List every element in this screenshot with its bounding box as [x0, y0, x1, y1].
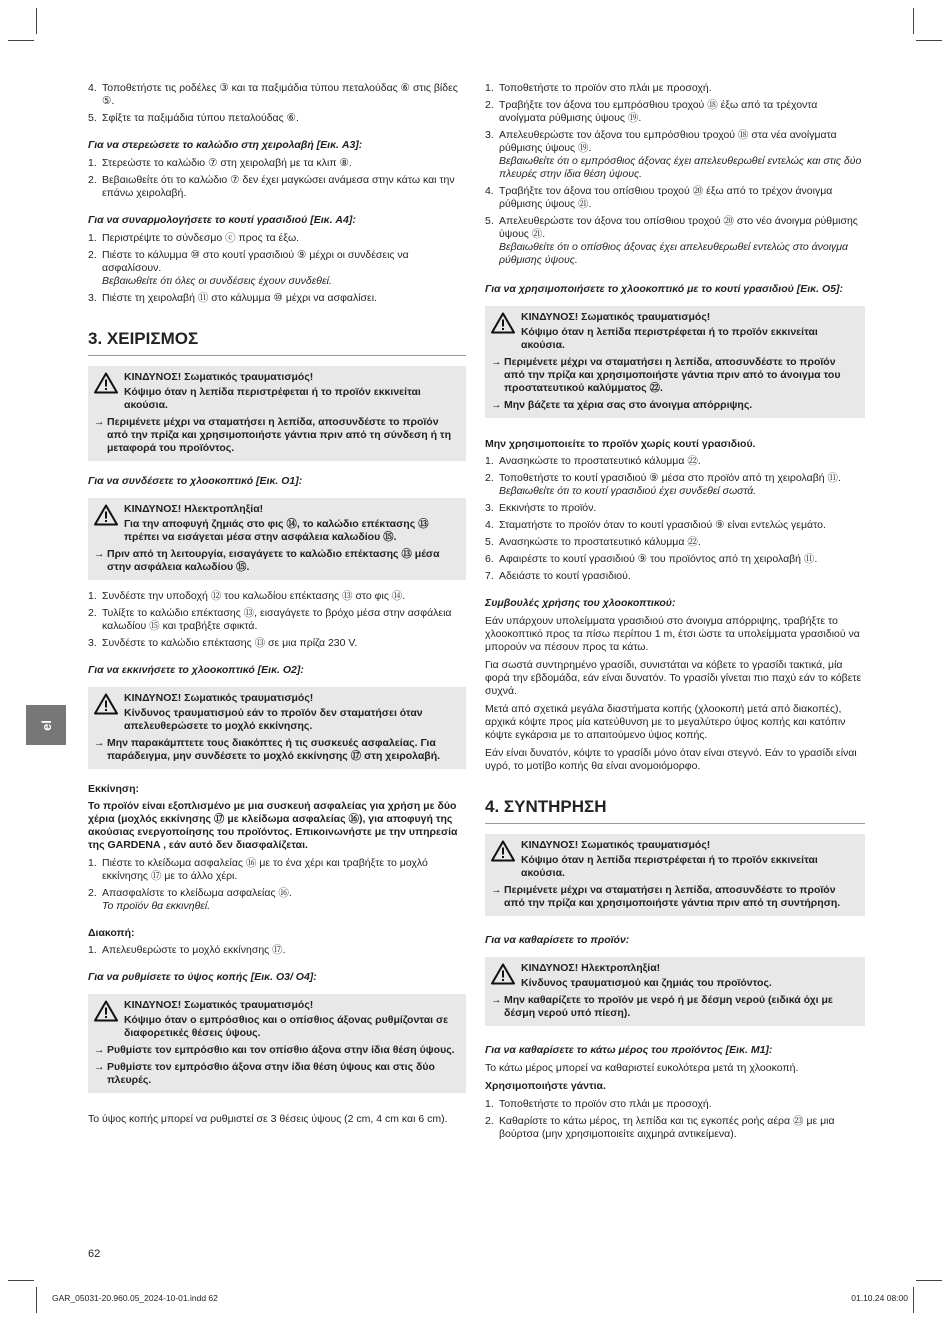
- list-main-text: Βεβαιωθείτε ότι το καλώδιο ⑦ δεν έχει μαγκώσει ανάμεσα στην κάτω και την επάνω χειρολαβή.: [102, 174, 455, 199]
- list-text: [499, 519, 865, 532]
- list-number: 6.: [485, 553, 494, 565]
- warning-title: ΚΙΝΔΥΝΟΣ! Σωματικός τραυματισμός!: [521, 839, 711, 851]
- list-item: [88, 887, 466, 913]
- tip-paragraph: Εάν είναι δυνατόν, κόψτε το γρασίδι μόνο όταν είναι στεγνό. Εάν το γρασίδι είναι υγρό, το μοτίβο κοπής θα είναι ανομοιόμορφο.: [485, 747, 857, 772]
- list-text: [499, 472, 865, 498]
- warning-header: [94, 503, 460, 544]
- list-number: 5.: [485, 536, 494, 548]
- list-main-text: Σφίξτε τα παξιμάδια τύπου πεταλούδας ⑥.: [102, 112, 299, 124]
- list-note: Βεβαιωθείτε ότι όλες οι συνδέσεις έχουν συνδεθεί.: [102, 275, 332, 287]
- warning-triangle-icon: [94, 999, 124, 1040]
- warning-title: ΚΙΝΔΥΝΟΣ! Σωματικός τραυματισμός!: [521, 311, 711, 323]
- list-item: [485, 82, 865, 95]
- list-main-text: Περιστρέψτε το σύνδεσμο ⓒ προς τα έξω.: [102, 232, 300, 244]
- list-main-text: Στερεώστε το καλώδιο ⑦ στη χειρολαβή με τα κλιπ ⑧.: [102, 157, 352, 169]
- warning-triangle-icon: [94, 503, 124, 544]
- list-note: Βεβαιωθείτε ότι ο οπίσθιος άξονας έχει απελευθερωθεί εντελώς στο άνοιγμα ρύθμισης ύψους.: [499, 241, 849, 266]
- connect-section-title: Για να συνδέσετε το χλοοκοπτικό [Εικ. O1]:: [88, 475, 303, 487]
- warning-instruction: [94, 1061, 460, 1087]
- danger-warning-box: [88, 687, 466, 769]
- list-text: [499, 570, 865, 583]
- list-number: 7.: [485, 570, 494, 582]
- list-item: [88, 292, 466, 305]
- list-item: [88, 82, 466, 108]
- tips-section-title: Συμβουλές χρήσης του χλοοκοπτικού:: [485, 597, 676, 609]
- list-number: 3.: [88, 637, 97, 649]
- warning-instruction: [94, 1044, 460, 1057]
- list-text: [499, 82, 865, 95]
- arrow-right-icon: →: [491, 994, 502, 1006]
- list-number: 3.: [88, 292, 97, 304]
- list-number: 1.: [88, 232, 97, 244]
- list-number: 1.: [88, 857, 97, 869]
- list-main-text: Αδειάστε το κουτί γρασιδιού.: [499, 570, 631, 582]
- list-text: [499, 129, 865, 181]
- height-paragraph: Το ύψος κοπής μπορεί να ρυθμιστεί σε 3 θέσεις ύψους (2 cm, 4 cm και 6 cm).: [88, 1113, 448, 1125]
- arrow-right-icon: →: [94, 737, 105, 749]
- danger-warning-box: [485, 306, 865, 418]
- list-number: 5.: [485, 215, 494, 227]
- list-item: [485, 185, 865, 211]
- list-item: [88, 112, 466, 125]
- warning-header: [491, 962, 859, 990]
- list-item: [485, 455, 865, 468]
- warning-triangle-icon: [491, 962, 521, 990]
- warning-instruction: [491, 356, 859, 395]
- footer-date: 01.10.24 08:00: [851, 1293, 908, 1303]
- stop-subheading: Διακοπή:: [88, 927, 135, 939]
- list-text: [499, 502, 865, 515]
- height-section-title: Για να ρυθμίσετε το ύψος κοπής [Εικ. O3/ O4]:: [88, 971, 317, 983]
- list-note: Το προϊόν θα εκκινηθεί.: [102, 900, 211, 912]
- list-item: [88, 232, 466, 245]
- list-main-text: Απελευθερώστε τον άξονα του οπίσθιου τροχού ⑳ στο νέο άνοιγμα ρύθμισης ύψους ㉑.: [499, 215, 858, 240]
- crop-mark: [913, 8, 914, 34]
- crop-mark: [36, 1287, 37, 1313]
- list-text: [102, 157, 466, 170]
- list-text: [102, 249, 466, 288]
- list-main-text: Ανασηκώστε το προστατευτικό κάλυμμα ㉒.: [499, 536, 701, 548]
- list-main-text: Συνδέστε την υποδοχή ⑫ του καλωδίου επέκτασης ⑬ στο φις ⑭.: [102, 590, 406, 602]
- list-item: [485, 1115, 865, 1141]
- warning-description: Κίνδυνος τραυματισμού και ζημιάς του προϊόντος.: [521, 977, 772, 989]
- start-subheading: Εκκίνηση:: [88, 783, 139, 795]
- list-number: 2.: [88, 887, 97, 899]
- warning-description: Κόψιμο όταν η λεπίδα περιστρέφεται ή το προϊόν εκκινείται ακούσια.: [521, 854, 818, 879]
- crop-mark: [913, 1287, 914, 1313]
- arrow-right-icon: →: [94, 416, 105, 428]
- list-main-text: Καθαρίστε το κάτω μέρος, τη λεπίδα και τις εγκοπές ροής αέρα ㉓ με μια βούρτσα (μην χρησιμοποιείτε αιχμηρά αντικείμενα).: [499, 1115, 835, 1140]
- underside-paragraph: Το κάτω μέρος μπορεί να καθαριστεί ευκολότερα μετά τη χλοοκοπή.: [485, 1062, 799, 1074]
- list-item: [88, 157, 466, 170]
- warning-text-block: [521, 839, 859, 880]
- list-number: 1.: [485, 455, 494, 467]
- list-main-text: Απελευθερώστε το μοχλό εκκίνησης ⑰.: [102, 944, 286, 956]
- gloves-note: Χρησιμοποιήστε γάντια.: [485, 1080, 606, 1092]
- list-main-text: Αφαιρέστε το κουτί γρασιδιού ⑨ του προϊόντος από τη χειρολαβή ⑪.: [499, 553, 818, 565]
- list-item: [88, 249, 466, 288]
- arrow-right-icon: →: [491, 356, 502, 368]
- danger-warning-box: [88, 498, 466, 580]
- warning-description: Για την αποφυγή ζημιάς στο φις ⑭, το καλώδιο επέκτασης ⑬ πρέπει να εισάγεται μέσα στην ασφάλεια καλωδίου ⑮.: [124, 518, 429, 543]
- axle-list: [485, 82, 865, 267]
- list-number: 4.: [485, 185, 494, 197]
- list-text: [102, 292, 466, 305]
- list-number: 3.: [485, 502, 494, 514]
- danger-warning-box: [88, 994, 466, 1093]
- list-number: 2.: [88, 174, 97, 186]
- warning-instruction: [491, 399, 859, 412]
- crop-mark: [8, 40, 34, 41]
- list-item: [88, 174, 466, 200]
- box-list: [88, 232, 466, 305]
- list-number: 1.: [88, 944, 97, 956]
- list-main-text: Τραβήξτε τον άξονα του οπίσθιου τροχού ⑳ έξω από το τρέχον άνοιγμα ρύθμισης ύψους ㉑.: [499, 185, 833, 210]
- warning-triangle-icon: [491, 311, 521, 352]
- box-section-title: Για να συναρμολογήσετε το κουτί γρασιδιού [Εικ. A4]:: [88, 214, 356, 226]
- list-item: [485, 536, 865, 549]
- list-item: [485, 472, 865, 498]
- arrow-right-icon: →: [94, 1044, 105, 1056]
- warning-instruction-text: Μην καθαρίζετε το προϊόν με νερό ή με δέσμη νερού (ειδικά όχι με δέσμη νερού υπό πίεση).: [504, 994, 833, 1019]
- cable-section-title: Για να στερεώσετε το καλώδιο στη χειρολαβή [Εικ. A3]:: [88, 139, 363, 151]
- list-text: [102, 590, 466, 603]
- footer-file: GAR_05031-20.960.05_2024-10-01.indd 62: [52, 1293, 218, 1303]
- list-number: 2.: [88, 249, 97, 261]
- list-main-text: Τοποθετήστε το προϊόν στο πλάι με προσοχή.: [499, 82, 712, 94]
- list-item: [485, 519, 865, 532]
- list-text: [102, 944, 466, 957]
- list-text: [102, 607, 466, 633]
- arrow-right-icon: →: [491, 399, 502, 411]
- warning-text-block: [521, 962, 772, 990]
- warning-text-block: [124, 371, 460, 412]
- list-text: [102, 637, 466, 650]
- warning-title: ΚΙΝΔΥΝΟΣ! Ηλεκτροπληξία!: [124, 503, 264, 515]
- warning-triangle-icon: [491, 839, 521, 880]
- list-text: [499, 1098, 865, 1111]
- list-main-text: Τοποθετήστε το κουτί γρασιδιού ⑨ μέσα στο προϊόν από τη χειρολαβή ⑪.: [499, 472, 841, 484]
- section-heading-maintenance: 4. ΣΥΝΤΗΡΗΣΗ: [485, 797, 865, 824]
- danger-warning-box: [485, 834, 865, 916]
- list-main-text: Συνδέστε το καλώδιο επέκτασης ⑬ σε μια πρίζα 230 V.: [102, 637, 358, 649]
- list-text: [102, 82, 466, 108]
- list-number: 1.: [485, 82, 494, 94]
- list-item: [485, 570, 865, 583]
- list-number: 1.: [88, 157, 97, 169]
- warning-text-block: [124, 999, 460, 1040]
- tip-paragraph: Μετά από σχετικά μεγάλα διαστήματα κοπής (χλοοκοπή μετά από διακοπές), αρχικά κόψτε προς μία κατεύθυνση με το μεγαλύτερο ύψος κοπής και κατόπιν κόψτε εγκάρσια με το απαιτούμενο ύψος κοπής.: [485, 703, 846, 741]
- list-note: Βεβαιωθείτε ότι το κουτί γρασιδιού έχει συνδεθεί σωστά.: [499, 485, 757, 497]
- warning-header: [94, 371, 460, 412]
- list-main-text: Εκκινήστε το προϊόν.: [499, 502, 597, 514]
- list-text: [102, 112, 466, 125]
- warning-instruction-text: Περιμένετε μέχρι να σταματήσει η λεπίδα, αποσυνδέστε το προϊόν από την πρίζα και χρησιμοποιήστε γάντια πριν από τη σύνδεση ή τη μεταφορά του προϊόντος.: [107, 416, 451, 454]
- list-item: [485, 502, 865, 515]
- warning-triangle-icon: [94, 692, 124, 733]
- list-item: [88, 944, 466, 957]
- list-main-text: Πιέστε τη χειρολαβή ⑪ στο κάλυμμα ⑩ μέχρι να ασφαλίσει.: [102, 292, 377, 304]
- warning-text-block: [521, 311, 859, 352]
- list-number: 2.: [485, 99, 494, 111]
- list-text: [499, 536, 865, 549]
- warning-triangle-icon: [94, 371, 124, 412]
- list-note: Βεβαιωθείτε ότι ο εμπρόσθιος άξονας έχει απελευθερωθεί εντελώς και στις δύο πλευρές στην ίδια θέση ύψους.: [499, 155, 862, 180]
- warning-instruction: [94, 548, 460, 574]
- warning-header: [491, 839, 859, 880]
- crop-mark: [36, 8, 37, 34]
- language-tab: el: [26, 705, 66, 745]
- arrow-right-icon: →: [94, 1061, 105, 1073]
- list-text: [499, 553, 865, 566]
- warning-instruction-text: Ρυθμίστε τον εμπρόσθιο και τον οπίσθιο άξονα στην ίδια θέση ύψους.: [107, 1044, 455, 1056]
- list-text: [102, 232, 466, 245]
- warning-instruction-text: Ρυθμίστε τον εμπρόσθιο άξονα στην ίδια θέση ύψους και στις δύο πλευρές.: [107, 1061, 435, 1086]
- list-item: [485, 129, 865, 181]
- warning-title: ΚΙΝΔΥΝΟΣ! Σωματικός τραυματισμός!: [124, 692, 314, 704]
- list-text: [499, 215, 865, 267]
- list-text: [499, 185, 865, 211]
- warning-description: Κόψιμο όταν ο εμπρόσθιος και ο οπίσθιος άξονας ρυθμίζονται σε διαφορετικές θέσεις ύψους.: [124, 1014, 449, 1039]
- tip-paragraph: Εάν υπάρχουν υπολείμματα γρασιδιού στο άνοιγμα απόρριψης, τραβήξτε το χλοοκοπτικό προς τα πίσω περίπου 1 m, έτσι ώστε τα υπολείμματα γρασιδιού να μπορούν να πέσουν προς τα κάτω.: [485, 615, 860, 653]
- tip-paragraph: Για σωστά συντηρημένο γρασίδι, συνιστάται να κόβετε το γρασίδι τακτικά, μία φορά την εβδομάδα, εάν είναι δυνατόν. Το γρασίδι γίνεται πιο παχύ εάν το κόβετε συχνά.: [485, 659, 862, 697]
- list-text: [102, 887, 466, 913]
- list-number: 2.: [88, 607, 97, 619]
- warning-description: Κίνδυνος τραυματισμού εάν το προϊόν δεν σταματήσει όταν απελευθερώσετε το μοχλό εκκίνησης.: [124, 707, 423, 732]
- list-item: [88, 607, 466, 633]
- warning-text-block: [124, 503, 460, 544]
- list-text: [499, 1115, 865, 1141]
- list-main-text: Απασφαλίστε το κλείδωμα ασφαλείας ⑯.: [102, 887, 292, 899]
- tips-paragraphs: [485, 615, 865, 773]
- underside-list: [485, 1098, 865, 1141]
- crop-mark: [916, 40, 942, 41]
- warning-description: Κόψιμο όταν η λεπίδα περιστρέφεται ή το προϊόν εκκινείται ακούσια.: [124, 386, 421, 411]
- warning-instruction-text: Μην βάζετε τα χέρια σας στο άνοιγμα απόρριψης.: [504, 399, 753, 411]
- nobox-subheading: Μην χρησιμοποιείτε το προϊόν χωρίς κουτί γρασιδιού.: [485, 438, 756, 450]
- crop-mark: [8, 1280, 34, 1281]
- list-item: [88, 590, 466, 603]
- list-item: [485, 99, 865, 125]
- list-main-text: Πιέστε το κάλυμμα ⑩ στο κουτί γρασιδιού ⑨ μέχρι οι συνδέσεις να ασφαλίσουν.: [102, 249, 409, 274]
- list-main-text: Ανασηκώστε το προστατευτικό κάλυμμα ㉒.: [499, 455, 701, 467]
- list-main-text: Τοποθετήστε το προϊόν στο πλάι με προσοχή.: [499, 1098, 712, 1110]
- start-section-title: Για να εκκινήσετε το χλοοκοπτικό [Εικ. O2]:: [88, 664, 304, 676]
- start-list: [88, 857, 466, 913]
- page-number: 62: [88, 1248, 101, 1260]
- list-number: 1.: [485, 1098, 494, 1110]
- warning-title: ΚΙΝΔΥΝΟΣ! Σωματικός τραυματισμός!: [124, 371, 314, 383]
- cable-list: [88, 157, 466, 200]
- warning-text-block: [124, 692, 460, 733]
- danger-warning-box: [88, 366, 466, 461]
- warning-header: [491, 311, 859, 352]
- list-text: [499, 99, 865, 125]
- clean-section-title: Για να καθαρίσετε το προϊόν:: [485, 934, 630, 946]
- warning-instruction: [491, 884, 859, 910]
- right-column: [485, 82, 865, 1145]
- warning-instruction-text: Πριν από τη λειτουργία, εισαγάγετε το καλώδιο επέκτασης ⑬ μέσα στην ασφάλεια καλωδίου ⑮.: [107, 548, 440, 573]
- underside-section-title: Για να καθαρίσετε το κάτω μέρος του προϊόντος [Εικ. M1]:: [485, 1044, 773, 1056]
- list-item: [88, 857, 466, 883]
- list-text: [102, 174, 466, 200]
- list-item: [485, 1098, 865, 1111]
- warning-header: [94, 999, 460, 1040]
- list-main-text: Σταματήστε το προϊόν όταν το κουτί γρασιδιού ⑨ είναι εντελώς γεμάτο.: [499, 519, 826, 531]
- list-main-text: Πιέστε το κλείδωμα ασφαλείας ⑯ με το ένα χέρι και τραβήξτε το μοχλό εκκίνησης ⑰ με το άλλο χέρι.: [102, 857, 428, 882]
- list-number: 3.: [485, 129, 494, 141]
- list-text: [102, 857, 466, 883]
- warning-description: Κόψιμο όταν η λεπίδα περιστρέφεται ή το προϊόν εκκινείται ακούσια.: [521, 326, 818, 351]
- list-number: 1.: [88, 590, 97, 602]
- warning-instruction-text: Περιμένετε μέχρι να σταματήσει η λεπίδα, αποσυνδέστε το προϊόν από την πρίζα και χρησιμοποιήστε γάντια πριν από το άνοιγμα του προστατευτικού καλύμματος ㉒.: [504, 356, 841, 394]
- list-number: 2.: [485, 1115, 494, 1127]
- list-item: [88, 637, 466, 650]
- warning-instruction-text: Περιμένετε μέχρι να σταματήσει η λεπίδα, αποσυνδέστε το προϊόν από την πρίζα και χρησιμοποιήστε γάντια πριν από τη συντήρηση.: [504, 884, 841, 909]
- crop-mark: [916, 1280, 942, 1281]
- list-main-text: Τραβήξτε τον άξονα του εμπρόσθιου τροχού ⑱ έξω από τα τρέχοντα ανοίγματα ρύθμισης ύψους ⑲.: [499, 99, 818, 124]
- list-number: 5.: [88, 112, 97, 124]
- stop-list: [88, 944, 466, 957]
- list-number: 4.: [485, 519, 494, 531]
- withbox-section-title: Για να χρησιμοποιήσετε το χλοοκοπτικό με το κουτί γρασιδιού [Εικ. O5]:: [485, 283, 843, 295]
- list-number: 2.: [485, 472, 494, 484]
- list-number: 4.: [88, 82, 97, 94]
- list-main-text: Τυλίξτε το καλώδιο επέκτασης ⑬, εισαγάγετε το βρόχο μέσα στην ασφάλεια καλωδίου ⑮ και τραβήξτε σφικτά.: [102, 607, 452, 632]
- warning-instruction: [94, 737, 460, 763]
- start-paragraph: Το προϊόν είναι εξοπλισμένο με μια συσκευή ασφαλείας για χρήση με δύο χέρια (μοχλός εκκίνησης ⑰ με κλείδωμα ασφαλείας ⑯), για αποφυγή της ακούσιας ενεργοποίησης του προϊόντος. Επικοινωνήστε με την υπηρεσία της GARDENA , εάν αυτό δεν διασφαλίζεται.: [88, 800, 458, 851]
- list-main-text: Τοποθετήστε τις ροδέλες ③ και τα παξιμάδια τύπου πεταλούδας ⑥ στις βίδες ⑤.: [102, 82, 458, 107]
- warning-instruction: [491, 994, 859, 1020]
- warning-title: ΚΙΝΔΥΝΟΣ! Ηλεκτροπληξία!: [521, 962, 661, 974]
- danger-warning-box: [485, 957, 865, 1026]
- warning-instruction-text: Μην παρακάμπτετε τους διακόπτες ή τις συσκευές ασφαλείας. Για παράδειγμα, μην συνδέσετε το μοχλό εκκίνησης ⑰ στη χειρολαβή.: [107, 737, 441, 762]
- list-main-text: Απελευθερώστε τον άξονα του εμπρόσθιου τροχού ⑱ στα νέα ανοίγματα ρύθμισης ύψους ⑲.: [499, 129, 837, 154]
- intro-list: [88, 82, 466, 125]
- list-item: [485, 553, 865, 566]
- arrow-right-icon: →: [491, 884, 502, 896]
- nobox-list: [485, 455, 865, 583]
- warning-instruction: [94, 416, 460, 455]
- connect-list: [88, 590, 466, 650]
- section-heading-operation: 3. ΧΕΙΡΙΣΜΟΣ: [88, 329, 466, 356]
- list-item: [485, 215, 865, 267]
- list-text: [499, 455, 865, 468]
- arrow-right-icon: →: [94, 548, 105, 560]
- left-column: [88, 82, 466, 1131]
- warning-title: ΚΙΝΔΥΝΟΣ! Σωματικός τραυματισμός!: [124, 999, 314, 1011]
- warning-header: [94, 692, 460, 733]
